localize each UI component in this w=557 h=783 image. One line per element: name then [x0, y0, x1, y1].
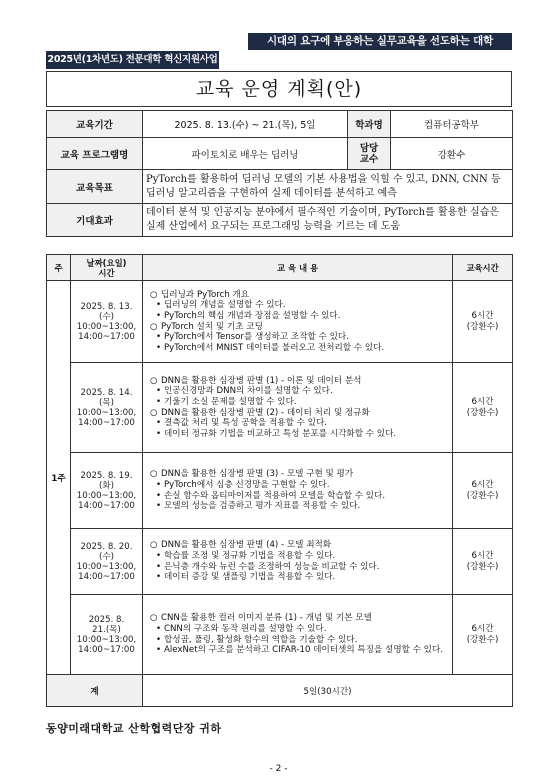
col-content-header: 교 육 내 용: [143, 255, 453, 281]
instructor-value: 강환수: [391, 138, 513, 170]
session-hours: 6시간 (강환수): [453, 453, 513, 529]
info-table: [46, 110, 513, 237]
effect-label: 기대효과: [47, 204, 143, 237]
session-content: ○ DNN을 활용한 심장병 판별 (1) - 이론 및 데이터 분석 • 인공신경망과 DNN의 차이를 설명할 수 있다. • 기울기 소실 문제를 설명할 수 있다. ○ DNN을 활용한 심장병 판별 (2) - 데이터 처리 및 정규화 • 결측값 처리 및 특성 공학을 적용할 수 있다. • 데이터 정규화 기법을 비교하고 특성 분포를 시각화할 수 있다.: [143, 363, 453, 453]
goal-label: 교육목표: [47, 170, 143, 204]
session-content: ○ 딥러닝과 PyTorch 개요 • 딥러닝의 개념을 설명할 수 있다. • PyTorch의 핵심 개념과 장점을 설명할 수 있다. ○ PyTorch 설치 및 기초 코딩 • PyTorch에서 Tensor를 생성하고 조작할 수 있다. • PyTorch에서 MNIST 데이터를 불러오고 전처리할 수 있다.: [143, 281, 453, 363]
schedule-table: [46, 254, 513, 707]
session-hours: 6시간 (강환수): [453, 595, 513, 675]
col-hours-header: 교육시간: [453, 255, 513, 281]
footer-addressee: 동양미래대학교 산학협력단장 귀하: [46, 722, 222, 735]
program-name-value: 파이토치로 배우는 딥러닝: [143, 138, 348, 170]
session-hours: 6시간 (강환수): [453, 363, 513, 453]
session-hours: 6시간 (강환수): [453, 281, 513, 363]
instructor-label: 담당 교수: [348, 138, 391, 170]
session-date: 2025. 8. 21.(목) 10:00~13:00, 14:00~17:00: [71, 595, 143, 675]
program-name-label: 교육 프로그램명: [47, 138, 143, 170]
col-date-header: 날짜(요일) 시간: [71, 255, 143, 281]
goal-value: PyTorch를 활용하여 딥러닝 모델의 기본 사용법을 익힐 수 있고, DNN, CNN 등 딥러닝 알고리즘을 구현하여 실제 데이터를 분석하고 예측: [143, 170, 513, 204]
week-label: 1주: [47, 281, 71, 675]
session-date: 2025. 8. 13.(수) 10:00~13:00, 14:00~17:00: [71, 281, 143, 363]
col-week-header: 주: [47, 255, 71, 281]
session-date: 2025. 8. 20.(수) 10:00~13:00, 14:00~17:00: [71, 529, 143, 595]
period-value: 2025. 8. 13.(수) ~ 21.(목), 5일: [143, 111, 348, 138]
session-content: ○ CNN을 활용한 컬러 이미지 분류 (1) - 개념 및 기본 모델 • CNN의 구조와 동작 원리를 설명할 수 있다. • 합성곱, 풀링, 활성화 함수의 역할을 기술할 수 있다. • AlexNet의 구조를 분석하고 CIFAR-10 데이터셋의 특징을 설명할 수 있다.: [143, 595, 453, 675]
session-date: 2025. 8. 19.(화) 10:00~13:00, 14:00~17:00: [71, 453, 143, 529]
slogan-banner: 시대의 요구에 부응하는 실무교육을 선도하는 대학: [248, 33, 512, 50]
table-row: [47, 529, 513, 595]
dept-value: 컴퓨터공학부: [391, 111, 513, 138]
session-content: ○ DNN을 활용한 심장병 판별 (3) - 모델 구현 및 평가 • PyTorch에서 심층 신경망을 구현할 수 있다. • 손실 함수와 옵티마이저를 적용하여 모델을 학습할 수 있다. • 모델의 성능을 검증하고 평가 지표를 적용할 수 있다.: [143, 453, 453, 529]
session-date: 2025. 8. 14.(목) 10:00~13:00, 14:00~17:00: [71, 363, 143, 453]
table-row: [47, 281, 513, 363]
total-label: 계: [47, 675, 143, 707]
effect-value: 데이터 분석 및 인공지능 분야에서 필수적인 기술이며, PyTorch를 활용한 실습은 실제 산업에서 요구되는 프로그래밍 능력을 기르는 데 도움: [143, 204, 513, 237]
table-row: [47, 595, 513, 675]
total-row: [47, 675, 513, 707]
session-hours: 6시간 (강환수): [453, 529, 513, 595]
dept-label: 학과명: [348, 111, 391, 138]
period-label: 교육기간: [47, 111, 143, 138]
table-row: [47, 453, 513, 529]
document-title: 교육 운영 계획(안): [46, 71, 512, 107]
table-row: [47, 363, 513, 453]
session-content: ○ DNN을 활용한 심장병 판별 (4) - 모델 최적화 • 학습률 조정 및 정규화 기법을 적용할 수 있다. • 은닉층 개수와 뉴런 수를 조정하여 성능을 비교할 수 있다. • 데이터 증강 및 샘플링 기법을 적용할 수 있다.: [143, 529, 453, 595]
total-value: 5일(30시간): [143, 675, 513, 707]
page-number: - 2 -: [269, 764, 288, 774]
program-banner: 2025년(1차년도) 전문대학 혁신지원사업: [46, 51, 219, 69]
